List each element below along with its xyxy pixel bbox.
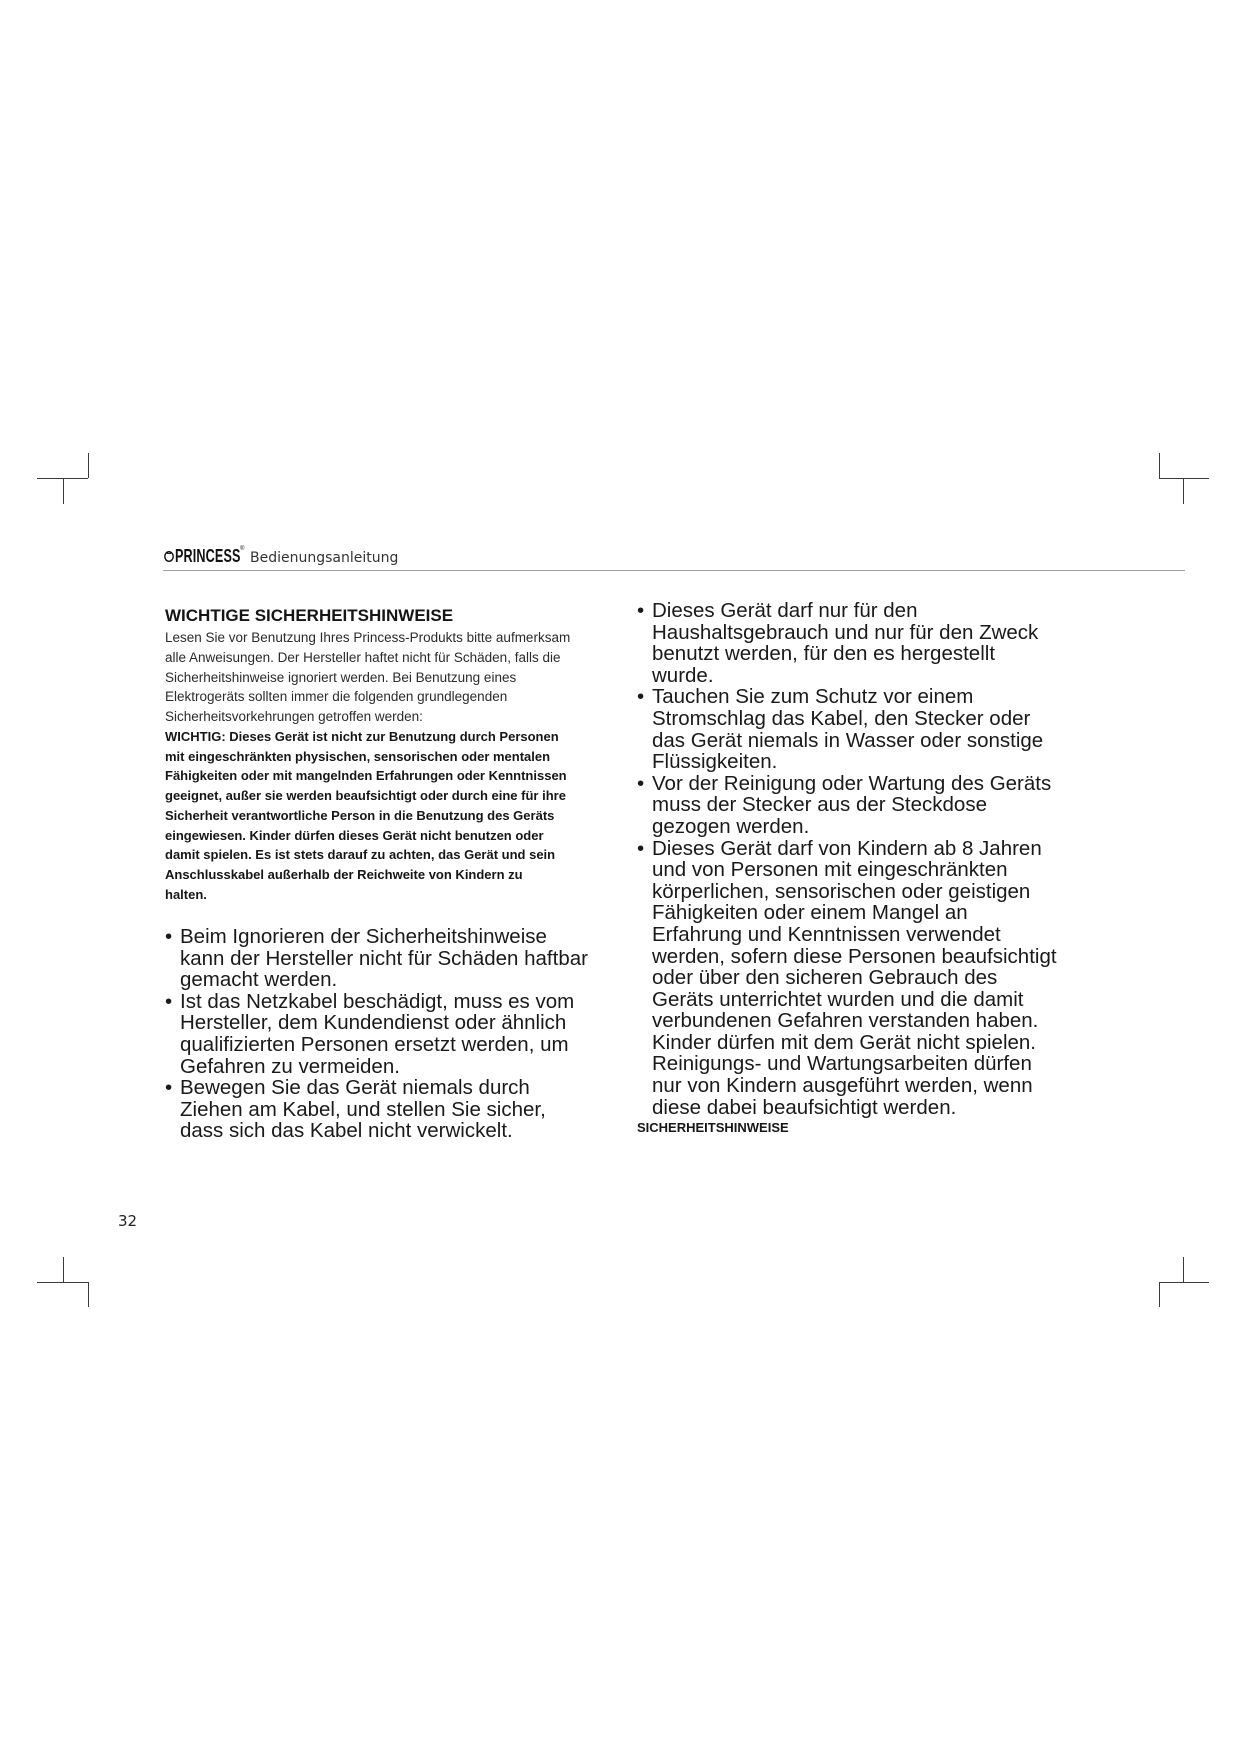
bullet-line: Dieses Gerät darf von Kindern ab 8 Jahren [652, 836, 1042, 860]
registered-mark: ® [240, 546, 245, 552]
bullet-line: Tauchen Sie zum Schutz vor einem [652, 685, 974, 709]
warning-line: geeignet, außer sie werden beaufsichtigt oder durch eine für ihre [165, 788, 566, 804]
bullet-line: Ist das Netzkabel beschädigt, muss es vom [180, 989, 575, 1013]
safety-bullet-item [637, 838, 1057, 1119]
safety-bullet-item [165, 991, 588, 1077]
crop-mark-line [1159, 1282, 1160, 1307]
bullet-line: diese dabei beaufsichtigt werden. [652, 1095, 957, 1119]
bullet-line: Hersteller, dem Kundendienst oder ähnlich [180, 1011, 567, 1035]
intro-line: Elektrogeräts sollten immer die folgenden grundlegenden [165, 689, 508, 705]
section-footer-label: SICHERHEITSHINWEISE [637, 1120, 789, 1135]
bullet-line: qualifizierten Personen ersetzt werden, um [180, 1032, 569, 1056]
crop-mark-line [88, 453, 89, 478]
warning-line: damit spielen. Es ist stets darauf zu achten, das Gerät und sein [165, 847, 556, 863]
crop-mark-line [1159, 453, 1160, 478]
crop-mark-line [1159, 1282, 1209, 1283]
warning-line: WICHTIG: Dieses Gerät ist nicht zur Benutzung durch Personen [165, 729, 559, 744]
safety-bullet-item [637, 773, 1057, 838]
warning-line: Anschlusskabel außerhalb der Reichweite von Kindern zu [165, 866, 523, 882]
bullet-line: das Gerät niemals in Wasser oder sonstige [652, 728, 1044, 752]
bullet-line: wurde. [652, 663, 714, 687]
warning-line: mit eingeschränkten physischen, sensorischen oder mentalen [165, 748, 551, 764]
crop-mark-line [1183, 1257, 1184, 1282]
intro-paragraph [165, 628, 570, 727]
safety-bullet-item [637, 686, 1057, 772]
bullet-line: kann der Hersteller nicht für Schäden haftbar [180, 946, 588, 970]
bullet-glyph: • [637, 836, 645, 860]
warning-line: eingewiesen. Kinder dürfen dieses Gerät nicht benutzen oder [165, 827, 544, 843]
bullet-line: gezogen werden. [652, 814, 810, 838]
safety-bullet-item [637, 600, 1057, 686]
bullet-line: Kinder dürfen mit dem Gerät nicht spielen. [652, 1030, 1036, 1054]
intro-line: alle Anweisungen. Der Hersteller haftet nicht für Schäden, falls die [165, 649, 561, 665]
intro-line: Sicherheitsvorkehrungen getroffen werden: [165, 709, 423, 725]
bullet-line: Fähigkeiten oder einem Mangel an [652, 901, 968, 925]
bullet-line: Flüssigkeiten. [652, 750, 778, 774]
safety-bullet-item [165, 926, 588, 991]
bullet-line: und von Personen mit eingeschränkten [652, 858, 1008, 882]
bullet-line: muss der Stecker aus der Steckdose [652, 793, 987, 817]
bullet-line: Beim Ignorieren der Sicherheitshinweise [180, 925, 547, 948]
bullet-line: oder über den sicheren Gebrauch des [652, 966, 998, 990]
bullet-glyph: • [165, 925, 173, 948]
bullet-line: Gefahren zu vermeiden. [180, 1054, 400, 1078]
warning-line: Sicherheit verantwortliche Person in die Benutzung des Geräts [165, 807, 555, 823]
princess-crown-icon [164, 550, 174, 562]
bullet-glyph: • [165, 1076, 173, 1100]
bullet-line: körperlichen, sensorischen oder geistigen [652, 879, 1031, 903]
bullet-line: werden, sofern diese Personen beaufsichtigt [652, 944, 1057, 968]
bullet-glyph: • [637, 685, 645, 709]
bullet-line: Reinigungs- und Wartungsarbeiten dürfen [652, 1052, 1032, 1076]
bullet-line: Bewegen Sie das Gerät niemals durch [180, 1076, 530, 1100]
crop-mark-line [37, 1282, 88, 1283]
crop-mark-line [63, 478, 64, 504]
bullet-line: nur von Kindern ausgeführt werden, wenn [652, 1074, 1033, 1098]
crop-mark-line [88, 1282, 89, 1307]
warning-line: Fähigkeiten oder mit mangelnden Erfahrungen oder Kenntnissen [165, 768, 567, 784]
bullet-glyph: • [165, 989, 173, 1013]
crop-mark-line [63, 1257, 64, 1282]
bullet-line: Erfahrung und Kenntnissen verwendet [652, 922, 1001, 946]
warning-line: halten. [165, 886, 207, 902]
bullet-line: gemacht werden. [180, 968, 338, 992]
left-bullet-list [165, 926, 588, 1142]
logo-wordmark: PRINCESS [175, 546, 241, 566]
crop-mark-line [1183, 478, 1184, 504]
bullet-line: dass sich das Kabel nicht verwickelt. [180, 1119, 513, 1143]
page-number: 32 [118, 1212, 138, 1230]
header-rule [163, 570, 1185, 571]
intro-line: Lesen Sie vor Benutzung Ihres Princess-Produkts bitte aufmerksam [165, 630, 571, 645]
bullet-line: Dieses Gerät darf nur für den [652, 599, 918, 622]
section-heading: WICHTIGE SICHERHEITSHINWEISE [165, 606, 454, 625]
bullet-line: Geräts unterrichtet wurden und die damit [652, 987, 1024, 1011]
bullet-line: Vor der Reinigung oder Wartung des Geräts [652, 771, 1052, 795]
right-bullet-list [637, 600, 1057, 1118]
bullet-line: benutzt werden, für den es hergestellt [652, 642, 996, 666]
document-subtitle: Bedienungsanleitung [250, 550, 399, 566]
intro-line: Sicherheitshinweise ignoriert werden. Bei Benutzung eines [165, 669, 517, 685]
bullet-line: Stromschlag das Kabel, den Stecker oder [652, 706, 1031, 730]
crop-mark-line [1159, 478, 1209, 479]
warning-paragraph [165, 727, 567, 904]
bullet-line: Haushaltsgebrauch und nur für den Zweck [652, 620, 1039, 644]
bullet-line: Ziehen am Kabel, und stellen Sie sicher, [180, 1097, 546, 1121]
safety-bullet-item [165, 1077, 588, 1142]
bullet-line: verbundenen Gefahren verstanden haben. [652, 1009, 1039, 1033]
bullet-glyph: • [637, 771, 645, 795]
bullet-glyph: • [637, 599, 645, 622]
